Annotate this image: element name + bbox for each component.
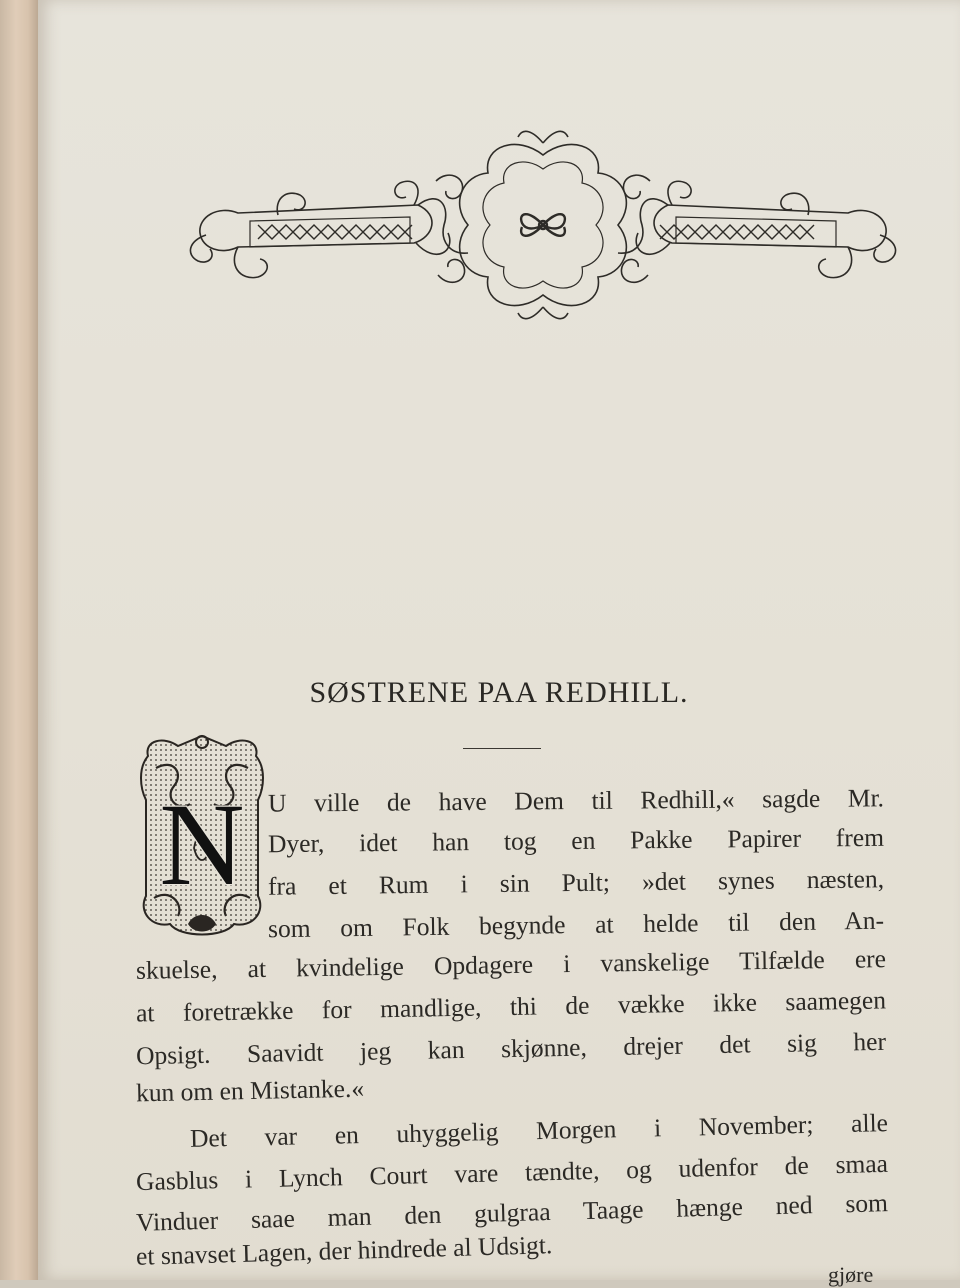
text-line: fra et Rum i sin Pult; »det synes næsten, [267, 864, 885, 901]
text-line: kun om en Mistanke.« [135, 1073, 365, 1108]
chapter-title: SØSTRENE PAA REDHILL. [309, 676, 689, 709]
text-line: Opsigt. Saavidt jeg kan skjønne, drejer det sig her [135, 1026, 887, 1071]
dropcap-ornament [134, 728, 270, 948]
text-line: skuelse, at kvindelige Opdagere i vanskelige Tilfælde ere [135, 944, 887, 985]
text-line: at foretrække for mandlige, thi de vække ikke saamegen [135, 985, 887, 1028]
text-line: et snavset Lagen, der hindrede al Udsigt. [135, 1230, 553, 1271]
text-line: U ville de have Dem til Redhill,« sagde Mr. [267, 783, 885, 818]
dropcap-letter: N [159, 779, 245, 910]
text-line: Gasblus i Lynch Court vare tændte, og udenfor de smaa [135, 1148, 889, 1197]
text-line: Vinduer saae man den gulgraa Taage hænge ned som [135, 1188, 889, 1237]
title-rule [463, 748, 541, 749]
header-ornament [178, 125, 908, 325]
text-line: som om Folk begynde at helde til den An- [267, 905, 885, 944]
book-binding-edge [0, 0, 40, 1280]
partial-text-line: gjøre [828, 1262, 874, 1287]
text-line: Dyer, idet han tog en Pakke Papirer frem [267, 822, 885, 859]
text-line: Det var en uhyggelig Morgen i November; alle [189, 1108, 889, 1153]
book-page [38, 0, 960, 1287]
